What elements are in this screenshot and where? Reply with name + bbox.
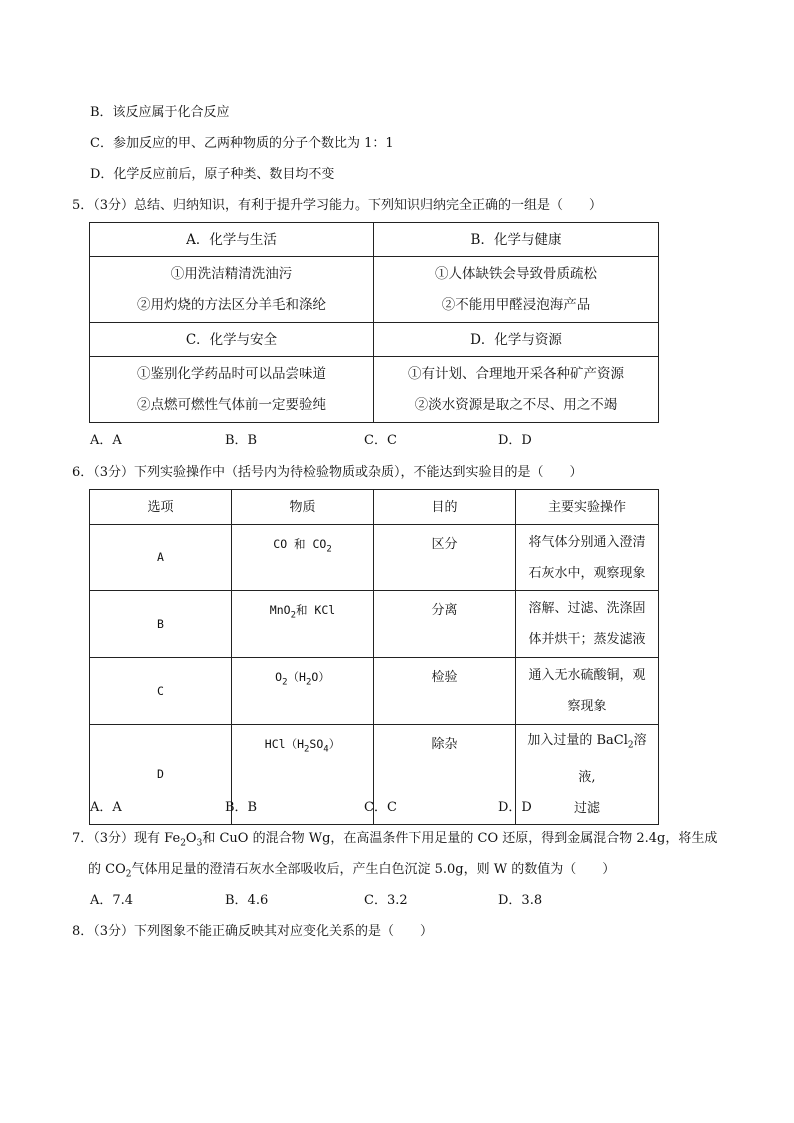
q5-cell-d-item2: ②淡水资源是取之不尽、用之不竭 xyxy=(414,396,618,413)
q5-choice-d: D．D xyxy=(498,433,532,448)
q6-row-c-option: C xyxy=(90,658,232,725)
q5-cell-b-item2: ②不能用甲醛浸泡海产品 xyxy=(441,296,591,313)
q6-stem: 6．（3分）下列实验操作中（括号内为待检验物质或杂质），不能达到实验目的是（ ） xyxy=(72,465,583,480)
q5-cell-d-item1: ①有计划、合理地开采各种矿产资源 xyxy=(408,365,624,382)
table-row xyxy=(90,525,659,591)
q5-cell-c-body xyxy=(90,357,374,423)
q5-table xyxy=(89,222,659,423)
table-row xyxy=(90,658,659,725)
q6-table xyxy=(89,489,659,825)
q6-row-c-goal: 检验 xyxy=(374,658,516,725)
q5-choices xyxy=(90,432,650,450)
q5-cell-a-body xyxy=(90,257,374,323)
q5-choice-b: B．B xyxy=(225,433,258,448)
q5-cell-a-item2: ②用灼烧的方法区分羊毛和涤纶 xyxy=(137,296,326,313)
q6-row-d-goal: 除杂 xyxy=(374,725,516,825)
q5-stem: 5．（3分）总结、归纳知识，有利于提升学习能力。下列知识归纳完全正确的一组是（ ） xyxy=(72,198,603,213)
q8-stem: 8．（3分）下列图象不能正确反映其对应变化关系的是（ ） xyxy=(72,924,434,939)
q6-header-operation: 主要实验操作 xyxy=(516,490,659,525)
q6-header-substance: 物质 xyxy=(232,490,374,525)
q6-choice-c: C．C xyxy=(364,800,397,815)
q6-row-a-operation: 将气体分别通入澄清 石灰水中，观察现象 xyxy=(516,525,659,591)
q5-choice-a: A．A xyxy=(90,433,122,448)
q5-cell-d-head: D．化学与资源 xyxy=(374,323,659,357)
q4-option-d: D．化学反应前后，原子种类、数目均不变 xyxy=(90,167,335,182)
q6-row-b-goal: 分离 xyxy=(374,591,516,658)
q6-row-b-substance: MnO$_2$和 KCl xyxy=(232,591,374,658)
q6-row-d-operation: 加入过量的 BaCl$_2$溶液, 过滤 xyxy=(516,725,659,825)
q6-row-b-operation: 溶解、过滤、洗涤固 体并烘干；蒸发滤液 xyxy=(516,591,659,658)
q6-choice-a: A．A xyxy=(90,800,122,815)
q6-row-a-option: A xyxy=(90,525,232,591)
table-row xyxy=(90,591,659,658)
q5-cell-d-body xyxy=(374,357,659,423)
q5-cell-b-head: B．化学与健康 xyxy=(374,223,659,257)
q7-choice-d: D．3.8 xyxy=(498,893,543,908)
q6-choice-d: D．D xyxy=(498,800,532,815)
q6-choices xyxy=(90,799,650,817)
q7-choice-a: A．7.4 xyxy=(90,893,134,908)
q6-row-d-substance: $HCl(H_2SO_4)$ xyxy=(232,725,374,825)
q7-choices xyxy=(90,892,650,910)
q5-cell-c-item1: ①鉴别化学药品时可以品尝味道 xyxy=(137,365,326,382)
q7-choice-b: B．4.6 xyxy=(225,893,269,908)
q6-row-c-substance: $O_2(H_2O)$ xyxy=(232,658,374,725)
q5-cell-c-item2: ②点燃可燃性气体前一定要验纯 xyxy=(137,396,326,413)
q6-header-goal: 目的 xyxy=(374,490,516,525)
q5-cell-c-head: C．化学与安全 xyxy=(90,323,374,357)
q6-header-option: 选项 xyxy=(90,490,232,525)
q6-row-a-substance: CO 和 $CO_2$ xyxy=(232,525,374,591)
q5-cell-b-body xyxy=(374,257,659,323)
q7-choice-c: C．3.2 xyxy=(364,893,408,908)
q7-stem-line2: 的 $CO_2$气体用足量的澄清石灰水全部吸收后，产生白色沉淀 5.0g，则 W 的数值为（ ） xyxy=(88,862,616,880)
q6-choice-b: B．B xyxy=(225,800,258,815)
q6-row-c-operation: 通入无水硫酸铜，观 察现象 xyxy=(516,658,659,725)
q6-row-a-goal: 区分 xyxy=(374,525,516,591)
q6-row-b-option: B xyxy=(90,591,232,658)
q6-row-d-option: D xyxy=(90,725,232,825)
q4-option-b: B．该反应属于化合反应 xyxy=(90,105,230,120)
q7-stem-line1: 7．（3分）现有 $Fe_2O_3$和 CuO 的混合物 Wg，在高温条件下用足量的 CO 还原，得到金属混合物 2.4g，将生成 xyxy=(72,831,718,849)
q5-cell-a-head: A．化学与生活 xyxy=(90,223,374,257)
q5-cell-b-item1: ①人体缺铁会导致骨质疏松 xyxy=(435,265,597,282)
q5-choice-c: C．C xyxy=(364,433,397,448)
q4-option-c: C．参加反应的甲、乙两种物质的分子个数比为 1：1 xyxy=(90,136,394,151)
q5-cell-a-item1: ①用洗洁精清洗油污 xyxy=(170,265,293,282)
